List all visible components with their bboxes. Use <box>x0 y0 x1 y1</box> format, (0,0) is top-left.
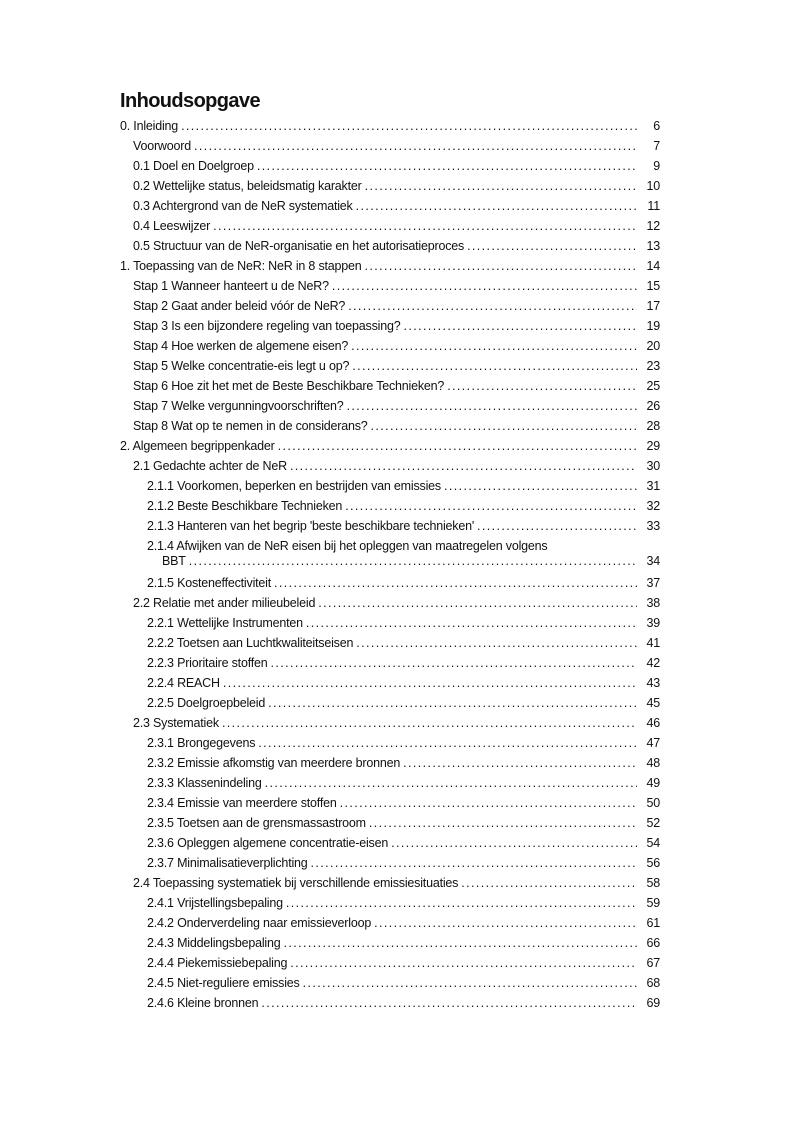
toc-entry-label: 2.4.2 Onderverdeling naar emissieverloop <box>147 916 372 930</box>
dot-leader <box>332 279 637 293</box>
dot-leader <box>189 554 637 568</box>
toc-entry-page-number: 13 <box>646 239 660 253</box>
dot-leader <box>351 339 637 353</box>
dot-leader <box>271 656 637 670</box>
dot-leader <box>369 816 637 830</box>
toc-entry-page-number: 50 <box>646 796 660 810</box>
toc-entry-label: 2.2.5 Doelgroepbeleid <box>147 696 266 710</box>
toc-entry-page-number: 46 <box>646 716 660 730</box>
toc-entry-label: 2.2.4 REACH <box>147 676 220 690</box>
toc-entry-label: 0.2 Wettelijke status, beleidsmatig karakter <box>133 179 362 193</box>
toc-entry-label: Voorwoord <box>133 139 191 153</box>
dot-leader <box>265 776 637 790</box>
toc-entry-label-continuation: BBT <box>162 554 186 568</box>
toc-entry[interactable] <box>120 876 660 896</box>
dot-leader <box>403 756 637 770</box>
toc-entry[interactable] <box>120 996 660 1016</box>
dot-leader <box>261 996 637 1010</box>
dot-leader <box>181 119 637 133</box>
toc-entry-label: 0. Inleiding <box>120 119 179 133</box>
toc-entry-label: Stap 8 Wat op te nemen in de considerans? <box>133 419 368 433</box>
dot-leader <box>223 676 637 690</box>
toc-entry-page-number: 54 <box>646 836 660 850</box>
toc-entry[interactable] <box>120 716 660 736</box>
toc-entry[interactable] <box>120 199 660 219</box>
toc-entry-label: 2.3.5 Toetsen aan de grensmassastroom <box>147 816 366 830</box>
toc-entry-page-number: 14 <box>646 259 660 273</box>
toc-entry-label: 2. Algemeen begrippenkader <box>120 439 275 453</box>
toc-entry[interactable] <box>120 119 660 139</box>
dot-leader <box>213 219 637 233</box>
toc-entry[interactable] <box>120 656 660 676</box>
toc-entry-page-number: 69 <box>646 996 660 1010</box>
toc-entry[interactable] <box>120 756 660 776</box>
toc-entry-label: 2.2.3 Prioritaire stoffen <box>147 656 268 670</box>
toc-entry[interactable] <box>120 916 660 936</box>
toc-entry-page-number: 56 <box>646 856 660 870</box>
dot-leader <box>374 916 637 930</box>
toc-entry-page-number: 41 <box>646 636 660 650</box>
toc-entry-page-number: 66 <box>646 936 660 950</box>
toc-entry-page-number: 61 <box>646 916 660 930</box>
toc-entry-label: 2.3.6 Opleggen algemene concentratie-eisen <box>147 836 389 850</box>
dot-leader <box>318 596 637 610</box>
toc-entry[interactable] <box>120 319 660 339</box>
dot-leader <box>348 299 637 313</box>
toc-entry[interactable] <box>120 359 660 379</box>
toc-entry-page-number: 10 <box>646 179 660 193</box>
toc-entry-page-number: 28 <box>646 419 660 433</box>
toc-entry[interactable] <box>120 239 660 259</box>
toc-entry[interactable] <box>120 459 660 479</box>
toc-entry-page-number: 49 <box>646 776 660 790</box>
toc-entry-label: Stap 4 Hoe werken de algemene eisen? <box>133 339 349 353</box>
toc-entry-page-number: 9 <box>653 159 660 173</box>
toc-entry-page-number: 20 <box>646 339 660 353</box>
dot-leader <box>340 796 637 810</box>
toc-entry-label: 2.3.1 Brongegevens <box>147 736 256 750</box>
toc-entry-label: Stap 5 Welke concentratie-eis legt u op? <box>133 359 350 373</box>
toc-entry[interactable] <box>120 596 660 616</box>
dot-leader <box>403 319 637 333</box>
dot-leader <box>306 616 637 630</box>
toc-entry-label: 2.3 Systematiek <box>133 716 219 730</box>
toc-entry-label: 0.5 Structuur van de NeR-organisatie en het autorisatieproces <box>133 239 465 253</box>
toc-entry-label: 2.4.3 Middelingsbepaling <box>147 936 281 950</box>
toc-entry-page-number: 52 <box>646 816 660 830</box>
toc-entry[interactable] <box>120 956 660 976</box>
toc-entry[interactable] <box>120 139 660 159</box>
toc-entry[interactable] <box>120 439 660 459</box>
toc-entry[interactable] <box>120 816 660 836</box>
dot-leader <box>194 139 637 153</box>
dot-leader <box>461 876 637 890</box>
toc-entry-label: 0.3 Achtergrond van de NeR systematiek <box>133 199 353 213</box>
dot-leader <box>356 636 637 650</box>
dot-leader <box>391 836 637 850</box>
toc-entry-page-number: 68 <box>646 976 660 990</box>
dot-leader <box>274 576 637 590</box>
toc-entry-page-number: 29 <box>646 439 660 453</box>
dot-leader <box>371 419 637 433</box>
toc-entry-page-number: 25 <box>646 379 660 393</box>
toc-entry-label: 2.3.2 Emissie afkomstig van meerdere bronnen <box>147 756 401 770</box>
toc-entry-label: 2.1.5 Kosteneffectiviteit <box>147 576 272 590</box>
toc-entry-page-number: 67 <box>646 956 660 970</box>
toc-entry[interactable] <box>120 976 660 996</box>
toc-entry[interactable] <box>120 159 660 179</box>
toc-entry-label: Stap 1 Wanneer hanteert u de NeR? <box>133 279 329 293</box>
toc-entry[interactable] <box>120 776 660 796</box>
dot-leader <box>444 479 637 493</box>
toc-entry[interactable] <box>120 279 660 299</box>
dot-leader <box>347 399 637 413</box>
dot-leader <box>345 499 637 513</box>
toc-entry-page-number: 47 <box>646 736 660 750</box>
toc-entry-label: 2.1 Gedachte achter de NeR <box>133 459 287 473</box>
toc-entry[interactable] <box>120 936 660 956</box>
toc-entry-label: Stap 7 Welke vergunningvoorschriften? <box>133 399 344 413</box>
toc-entry[interactable] <box>120 856 660 876</box>
toc-entry[interactable] <box>120 836 660 856</box>
toc-entry-page-number: 33 <box>646 519 660 533</box>
toc-entry-label: 2.4.1 Vrijstellingsbepaling <box>147 896 283 910</box>
dot-leader <box>222 716 637 730</box>
toc-entry-label: 2.4 Toepassing systematiek bij verschillende emissiesituaties <box>133 876 459 890</box>
dot-leader <box>447 379 637 393</box>
page-title: Inhoudsopgave <box>120 90 260 112</box>
toc-entry-page-number: 58 <box>646 876 660 890</box>
table-of-contents <box>120 119 660 1016</box>
dot-leader <box>477 519 637 533</box>
toc-entry-label: Stap 2 Gaat ander beleid vóór de NeR? <box>133 299 346 313</box>
toc-entry[interactable] <box>120 299 660 319</box>
toc-entry[interactable] <box>120 736 660 756</box>
toc-entry-page-number: 31 <box>646 479 660 493</box>
toc-entry[interactable] <box>120 379 660 399</box>
toc-entry-page-number: 38 <box>646 596 660 610</box>
toc-entry[interactable] <box>120 696 660 716</box>
toc-entry-page-number: 48 <box>646 756 660 770</box>
toc-entry-page-number: 15 <box>646 279 660 293</box>
toc-entry[interactable] <box>120 479 660 499</box>
toc-entry-page-number: 32 <box>646 499 660 513</box>
toc-entry[interactable] <box>120 219 660 239</box>
dot-leader <box>467 239 637 253</box>
dot-leader <box>258 736 637 750</box>
toc-entry[interactable] <box>120 676 660 696</box>
toc-entry-label: 2.2.2 Toetsen aan Luchtkwaliteitseisen <box>147 636 354 650</box>
toc-entry[interactable] <box>120 636 660 656</box>
toc-entry-page-number: 42 <box>646 656 660 670</box>
toc-entry-page-number: 39 <box>646 616 660 630</box>
toc-entry-page-number: 43 <box>646 676 660 690</box>
toc-entry-label: 0.1 Doel en Doelgroep <box>133 159 254 173</box>
toc-entry[interactable] <box>120 499 660 519</box>
toc-entry-page-number: 19 <box>646 319 660 333</box>
toc-entry-page-number: 30 <box>646 459 660 473</box>
dot-leader <box>290 956 637 970</box>
toc-entry-label: 2.2 Relatie met ander milieubeleid <box>133 596 316 610</box>
toc-entry[interactable] <box>120 419 660 439</box>
toc-entry-page-number: 6 <box>653 119 660 133</box>
toc-entry-label: 2.3.4 Emissie van meerdere stoffen <box>147 796 337 810</box>
toc-entry-page-number: 45 <box>646 696 660 710</box>
toc-entry-page-number: 7 <box>653 139 660 153</box>
toc-entry[interactable] <box>120 896 660 916</box>
dot-leader <box>311 856 637 870</box>
toc-entry-label: 2.1.2 Beste Beschikbare Technieken <box>147 499 343 513</box>
toc-entry[interactable] <box>120 519 660 539</box>
toc-entry-label: Stap 3 Is een bijzondere regeling van toepassing? <box>133 319 401 333</box>
toc-entry-page-number: 26 <box>646 399 660 413</box>
toc-entry-page-number: 59 <box>646 896 660 910</box>
dot-leader <box>303 976 637 990</box>
toc-entry-label: 2.3.7 Minimalisatieverplichting <box>147 856 308 870</box>
dot-leader <box>365 179 637 193</box>
toc-entry-page-number: 34 <box>646 554 660 568</box>
toc-entry-label: 2.4.6 Kleine bronnen <box>147 996 259 1010</box>
toc-entry-label: 2.3.3 Klassenindeling <box>147 776 262 790</box>
toc-entry[interactable] <box>120 259 660 279</box>
dot-leader <box>290 459 637 473</box>
toc-entry[interactable] <box>120 576 660 596</box>
toc-entry-page-number: 17 <box>646 299 660 313</box>
toc-entry[interactable] <box>120 339 660 359</box>
dot-leader <box>257 159 637 173</box>
toc-entry-label: Stap 6 Hoe zit het met de Beste Beschikbare Technieken? <box>133 379 445 393</box>
toc-entry[interactable] <box>120 539 660 576</box>
dot-leader <box>352 359 637 373</box>
toc-entry-label: 2.1.1 Voorkomen, beperken en bestrijden van emissies <box>147 479 441 493</box>
toc-entry[interactable] <box>120 616 660 636</box>
toc-entry-page-number: 23 <box>646 359 660 373</box>
toc-entry-page-number: 12 <box>646 219 660 233</box>
dot-leader <box>278 439 637 453</box>
toc-entry-label: 2.2.1 Wettelijke Instrumenten <box>147 616 303 630</box>
toc-entry-label: 2.4.5 Niet-reguliere emissies <box>147 976 300 990</box>
toc-entry-label: 2.1.4 Afwijken van de NeR eisen bij het opleggen van maatregelen volgens <box>147 539 548 553</box>
dot-leader <box>356 199 637 213</box>
dot-leader <box>268 696 637 710</box>
dot-leader <box>284 936 638 950</box>
toc-entry[interactable] <box>120 179 660 199</box>
dot-leader <box>286 896 637 910</box>
toc-entry-label: 0.4 Leeswijzer <box>133 219 211 233</box>
toc-entry[interactable] <box>120 796 660 816</box>
toc-entry-page-number: 11 <box>647 199 660 213</box>
dot-leader <box>365 259 637 273</box>
toc-entry-page-number: 37 <box>646 576 660 590</box>
toc-entry-label: 2.1.3 Hanteren van het begrip 'beste beschikbare technieken' <box>147 519 475 533</box>
toc-entry[interactable] <box>120 399 660 419</box>
toc-entry-label: 1. Toepassing van de NeR: NeR in 8 stappen <box>120 259 362 273</box>
toc-entry-label: 2.4.4 Piekemissiebepaling <box>147 956 288 970</box>
